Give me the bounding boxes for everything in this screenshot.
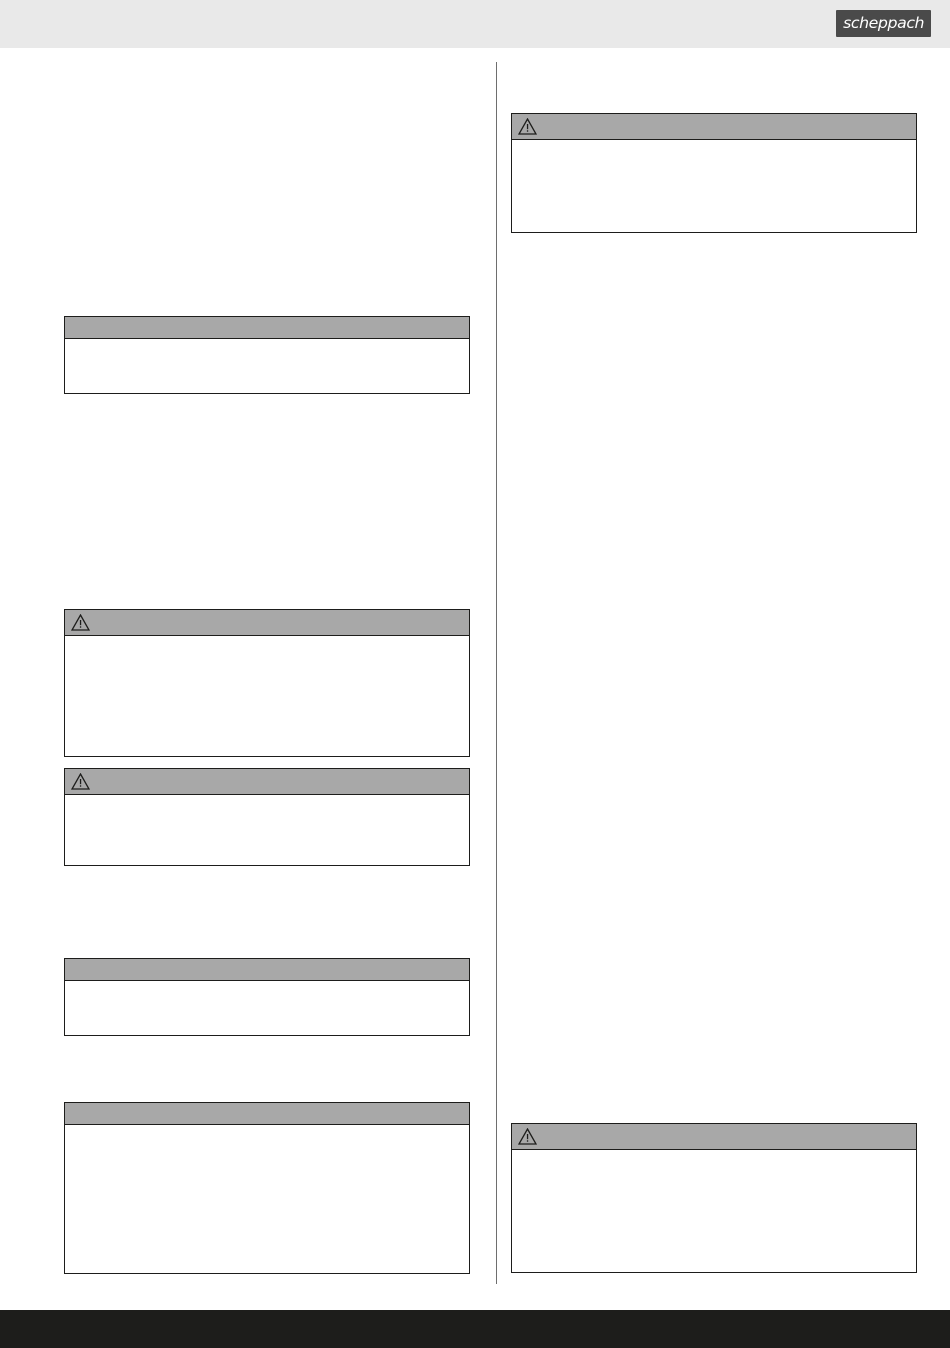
notice-line [73,1191,461,1206]
notice-line [73,987,461,1002]
notice-line [73,717,461,732]
notice-line [73,687,461,702]
notice-line [73,831,461,846]
notice-left-3 [64,768,470,866]
page-header-band [0,0,950,48]
notice-line [520,1216,908,1231]
notice-line [73,801,461,816]
notice-left-1-body [65,339,469,383]
notice-line [73,360,461,375]
notice-line [73,1146,461,1161]
notice-left-3-body [65,795,469,854]
notice-line [520,161,908,176]
notice-line [520,191,908,206]
notice-left-4-body [65,981,469,1025]
notice-left-5-body [65,1125,469,1259]
page-footer-band [0,1310,950,1348]
column-divider [496,62,497,1284]
notice-right-1 [511,113,917,233]
notice-left-4-header [65,959,469,981]
notice-left-4 [64,958,470,1036]
notice-line [73,672,461,687]
notice-line [520,1156,908,1171]
notice-right-1-header [512,114,916,140]
notice-left-2-body [65,636,469,740]
notice-left-3-header [65,769,469,795]
scheppach-wordmark-icon: scheppach [842,14,925,32]
notice-line [73,702,461,717]
scheppach-logo [836,10,931,37]
notice-left-5-header [65,1103,469,1125]
notice-left-1 [64,316,470,394]
notice-line [73,816,461,831]
notice-right-2 [511,1123,917,1273]
warning-triangle-icon [71,773,90,790]
notice-left-1-header [65,317,469,339]
notice-line [73,1206,461,1221]
notice-line [520,1186,908,1201]
warning-triangle-icon [71,614,90,631]
notice-line [73,1002,461,1017]
notice-line [73,1176,461,1191]
notice-right-1-body [512,140,916,214]
notice-line [73,1131,461,1146]
notice-line [73,642,461,657]
notice-line [520,1201,908,1216]
notice-line [73,1236,461,1251]
notice-line [73,345,461,360]
notice-line [73,657,461,672]
notice-right-2-header [512,1124,916,1150]
notice-line [520,146,908,161]
notice-left-5 [64,1102,470,1274]
notice-line [73,1221,461,1236]
warning-triangle-icon [518,118,537,135]
page-body [0,48,950,1310]
notice-line [520,176,908,191]
warning-triangle-icon [518,1128,537,1145]
notice-line [520,1171,908,1186]
notice-left-2-header [65,610,469,636]
notice-line [73,1161,461,1176]
notice-right-2-body [512,1150,916,1239]
notice-left-2 [64,609,470,757]
